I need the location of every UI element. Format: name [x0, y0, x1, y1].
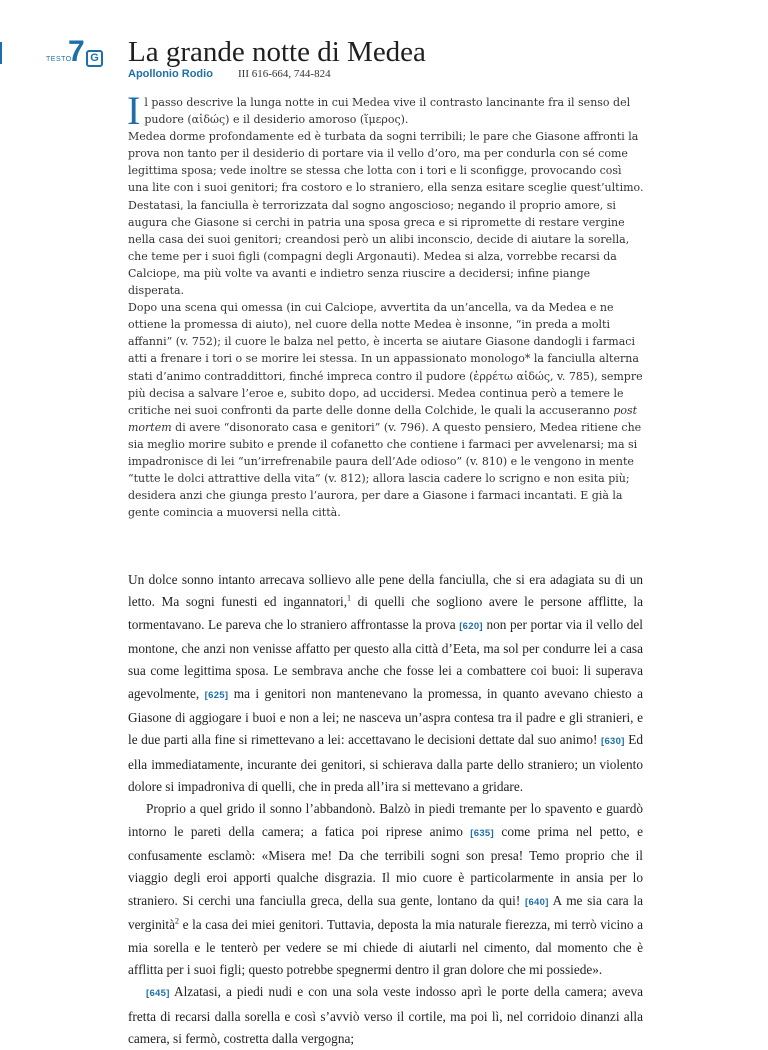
intro-summary [127, 88, 644, 521]
main-p1-text-d: ma i genitori non mantenevano la promessa, in quanto avevano chiesto a Giasone di aggiogare i buoi e non a lei; ne nasceva un’aspra contesa tra il padre e gli stranieri, e le due parti alla fine si rimettevano a lei: accettavano le decisioni dettate dal suo animo! [128, 685, 643, 748]
text-header [46, 35, 736, 88]
main-p1-text-b: di quelli che sogliono avere le persone afflitte, la tormentavano. Le pareva che lo straniero affrontasse la prova [128, 594, 643, 632]
main-p1-text-e: Ed ella immediatamente, incurante dei genitori, si schierava dalla parte dello straniero; un violento dolore si impadroniva di quelli, che in preda all’ira si mettevano a gridare. [128, 732, 643, 795]
verse-marker-625: [625] [204, 689, 229, 701]
main-p2-text-a: Proprio a quel grido il sonno l’abbandonò. Balzò in piedi tremante per lo spavento e guardò intorno le pareti della camera; a fatica poi riprese animo [128, 801, 643, 839]
intro-p1-text: l passo descrive la lunga notte in cui Medea vive il contrasto lancinante fra il senso del pudore (αἰδώς) e il desiderio amoroso (ἵμερος). [144, 96, 631, 127]
main-p2-text-d: e la casa dei miei genitori. Tuttavia, deposta la mia naturale fierezza, mi terrò vicino a mia sorella e le tenterò per vedere se mi chiede di aiutarli nel cimento, dal momento che è afflitta per i suoi figli; questo potrebbe spegnermi dentro il gran dolore che mi possiede». [128, 917, 643, 977]
verse-range: III 616-664, 744-824 [238, 68, 331, 80]
main-paragraph-1 [128, 569, 643, 798]
verse-marker-645: [645] [146, 988, 170, 1000]
main-p1-text-a: Un dolce sonno intanto arrecava sollievo alle pene della fanciulla, che si era adagiata su di un letto. Ma sogni funesti ed ingannatori, [128, 572, 643, 610]
footnote-ref-2: 2 [175, 916, 180, 926]
main-p2-text-b: come prima nel petto, e confusamente esclamò: «Misera me! Da che terribili sogni son presa! Temo proprio che il viaggio degli eroi apporti qualche disgrazia. Il mio cuore è particolarmente in ansia per lo straniero. Si cerchi una fanciulla greca, della sua gente, lontano da qui! [128, 823, 643, 908]
page-title: La grande notte di Medea [128, 36, 426, 68]
verse-marker-630: [630] [601, 736, 625, 748]
greek-text-badge-icon: G [86, 50, 103, 67]
testo-label: TESTO [46, 56, 72, 63]
main-p3-text: Alzatasi, a piedi nudi e con una sola veste indosso aprì le porte della camera; aveva fretta di recarsi dalla sorella e così s’avviò verso il cortile, ma poi lì, nel corridoio dinanzi alla camera, si fermò, costretta dalla vergogna; [128, 984, 643, 1046]
footnote-ref-1: 1 [347, 593, 352, 603]
author-name: Apollonio Rodio [128, 68, 213, 80]
intro-paragraph-1 [127, 88, 644, 133]
margin-rule [0, 42, 2, 64]
verse-marker-635: [635] [470, 827, 494, 839]
testo-number: 7 [68, 35, 85, 68]
intro-p3-text-a: Dopo una scena qui omessa (in cui Calciope, avvertita da un’ancella, va da Medea e ne ottiene la promessa di aiuto), nel cuore della notte Medea è insonne, “in preda a molti affanni” (v. 752); il cuore le balza nel petto, è incerta se aiutare Giasone dandogli i farmaci atti a frenare i tori o se morire lei stessa. In un appassionato monologo* la fanciulla alterna stati d’animo contraddittori, finché impreca contro il pudore (ἐρρέτω αἰδώς, v. 785), sempre più decisa a salvare l’eroe e, subito dopo, ad uccidersi. Medea continua però a temere le critiche nei suoi confronti da parte delle donne della Colchide, le quali la accuseranno [128, 301, 643, 417]
intro-p3-text-b: di avere “disonorato casa e genitori” (v. 796). A questo pensiero, Medea ritiene che sia meglio morire subito e prende il cofanetto che contiene i farmaci per avvelenarsi; ma si impadronisce di lei “un’irrefrenabile paura dell’Ade odioso” (v. 810) e le vengono in mente “tutte le dolci attrattive della vita” (v. 812); allora lascia cadere lo scrigno e non esita più; desidera anzi che giunga presto l’aurora, per dare a Giasone i farmaci incantati. E già la gente comincia a muoversi nella città. [128, 420, 642, 520]
verse-marker-620: [620] [459, 620, 483, 632]
verse-marker-640: [640] [525, 896, 549, 908]
translated-text [128, 569, 643, 1050]
main-p1-text-c: non per portar via il vello del montone, che anzi non venisse affatto per questo alla città d’Eeta, ma sol per condurre lei a casa sua come legittima sposa. Le sembrava anche che fosse lei a combattere coi buoi: li superava agevolmente, [128, 616, 643, 701]
main-p2-text-c: A me sia cara la verginità [128, 892, 643, 933]
main-paragraph-3 [128, 981, 643, 1050]
main-paragraph-2 [128, 798, 643, 981]
intro-paragraph-3 [128, 299, 644, 521]
drop-cap: I [127, 88, 141, 133]
intro-paragraph-2: Medea dorme profondamente ed è turbata da sogni terribili; le pare che Giasone affronti la prova non tanto per il desiderio di portare via il vello d’oro, ma per condurla con sé come legittima sposa; vede inoltre se stessa che lotta con i tori e li sconfigge, provocando così una lite con i suoi genitori; fra costoro e lo straniero, ella senza esitare sceglie quest’ultimo. Destatasi, la fanciulla è terrorizzata dal sogno angoscioso; negando il proprio amore, si augura che Giasone si cerchi in patria una sposa greca e si ripromette di restare vergine nella casa dei suoi genitori; creandosi però un alibi inconscio, decide di aiutare la sorella, che teme per i suoi figli (compagni degli Argonauti). Medea si alza, vorrebbe recarsi da Calciope, ma più volte va avanti e indietro senza riuscire a decidersi; infine piange disperata. [128, 130, 644, 298]
intro-p3-italic: post mortem [128, 403, 638, 434]
